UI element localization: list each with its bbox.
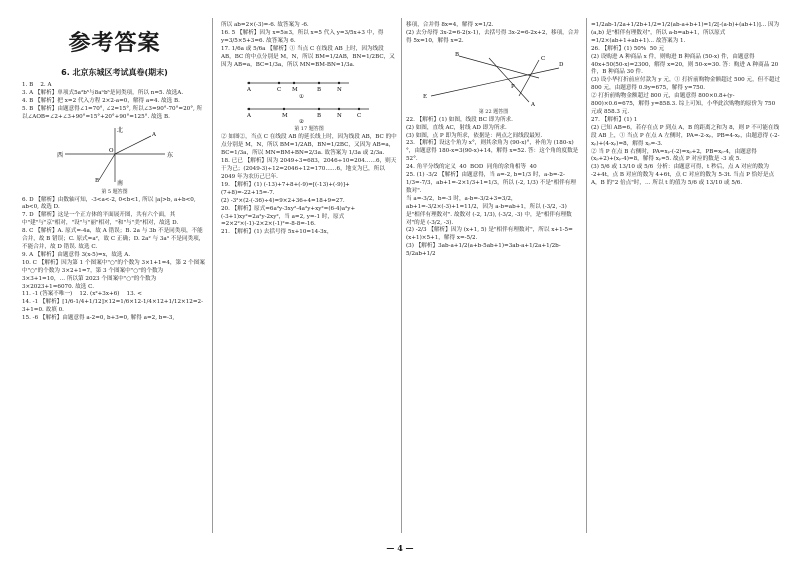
- compass-south: 南: [116, 179, 123, 187]
- page-number: — 4 —: [386, 543, 414, 553]
- answer-line: 27. 【解析】(1) 1: [591, 116, 638, 123]
- figure-22-diagram: [419, 48, 569, 106]
- answer-line: 3. A 【解析】单项式5a²b⁵与8aⁿb⁵是同类项，所以 n=5. 故选A.: [22, 89, 184, 96]
- answer-line: 11. -1 (答案不唯一) 12. (x²+3x+6) 13. <: [22, 291, 142, 298]
- figure-17-diagram: [239, 71, 379, 126]
- answer-line: 5. B 【解析】由题意得∠1=70°, ∠2=15°, 所以∠3=90°-70°=20°, 所以∠AOB=∠2+∠3+90°=15°+20°+90°=125°. 故选 B.: [22, 105, 203, 120]
- column-divider: [401, 18, 402, 533]
- answer-line: (3) 设小华打折前应付款为 y 元，① 打折前购物金额超过 500 元，但不超过 800 元，由题意得 0.9y=675，解得 y=750.: [591, 77, 782, 92]
- answer-line: 当 a=-3/2，b=-3 时，a-b=-3/2+3=3/2，ab+1=-3/2×(-3)+1=11/2，因为 a-b=ab+1，所以 (-3/2, -3) 是"相伴有理数对". 故数对 (-2, 1/3), (-3/2, -3) 中，是"相伴有理数对"的是 (-3/2, -3).: [406, 195, 572, 226]
- answer-line: 23. 【解析】设这个角为 x°，则其余角为 (90-x)°，补角为 (180-x)°，由题意得 180-x=3(90-x)+14，解得 x=52. 答：这个角的度数是 52°.: [406, 140, 581, 163]
- answer-line: 1. B 2. A: [22, 82, 52, 88]
- compass-west: 西: [56, 151, 63, 159]
- answer-line: 22. 【解析】(1) 如图，线段 BC 即为所求.: [406, 116, 513, 123]
- point-label: B: [317, 113, 322, 120]
- answer-line: (2) 已知 AB=6，若存在点 P 到点 A，B 的距离之和为 8，则 P 不可能在线段 AB 上，① 当点 P 在点 A 左侧时，PA=-2-xₚ，PB=4-xₚ，由题意得 (-2-xₚ)+(4-xₚ)=8，解得 xₚ=-3.: [591, 124, 780, 147]
- point-label: B: [94, 177, 99, 184]
- answer-line: 6. D 【解析】由数轴可知，-3<a<-2, 0<b<1, 所以 |a|>b, a+b<0, ab<0, 故选 D.: [22, 196, 198, 211]
- answer-line: 9. A 【解析】由题意得 3(x-5)=x，故选 A.: [22, 251, 131, 258]
- point-label: E: [422, 93, 427, 100]
- point-label: B: [454, 51, 459, 58]
- point-label: M: [292, 87, 298, 94]
- point-label: B: [317, 87, 322, 94]
- point-label: A: [247, 113, 251, 120]
- answer-line: 25. (1) -3/2 【解析】由题意得，当 a=-2, b=1/3 时，a-b=-2-1/3=-7/3，ab+1=-2×1/3+1=1/3，所以 (-2, 1/3) 不是"相伴有理数对".: [406, 172, 576, 194]
- answer-line: 16. 5 【解析】因为 x=5≥3，所以 x=5 代入 y=3/5x+3 中，得 y=3/5×5+3=6. 故答案为 6.: [221, 29, 386, 44]
- point-label: M: [282, 113, 288, 120]
- mark-label: ②: [299, 119, 304, 126]
- point-label: P: [510, 83, 515, 90]
- point-label: N: [337, 113, 342, 120]
- compass-north: 北: [116, 126, 123, 134]
- answer-line: 7. D 【解析】这是一个正方体的平面展开图，共有六个面，其中"建"与"京"相对，"设"与"丽"相对，"和"与"美"相对，故选 D.: [22, 212, 179, 227]
- column-3: [406, 0, 581, 537]
- answer-line: (2) -3²×(2-(-36)÷4)=9×2+36÷4=18+9=27.: [221, 197, 345, 204]
- answer-line: 15. -6 【解析】由题意得 a-2=0, b+3=0, 解得 a=2, b=-3,: [22, 315, 175, 322]
- answer-line: (2) 设购进 A 种商品 x 件，则购进 B 种商品 (50-x) 件，由题意得 40x+50(50-x)=2300，解得 x=20，则 50-x=30. 答：购进 A 种商品 20 件，B 种商品 30 件.: [591, 53, 780, 76]
- answer-line: (3) 【解析】3ab-a+1/2(a+b-5ab+1)=3ab-a+1/2a+1/2b-5/2ab+1/2: [406, 243, 561, 258]
- point-label: A: [151, 131, 156, 138]
- mark-label: ①: [299, 94, 304, 101]
- answer-line: 18. 已已 【解析】因为 2049÷3=683，2046÷10=204……6，则天干为己；(2049-3)÷12=2046÷12=170……6，地支为巳，所以 2049 年为农历己巳年.: [221, 158, 397, 180]
- point-label: A: [247, 87, 251, 94]
- answer-line: 移项，合并得 8x=4，解得 x=1/2.: [406, 22, 494, 28]
- section-title: 6. 北京东城区考试真卷(期末): [61, 68, 168, 77]
- answer-line: 8. C 【解析】A. 原式=-4a，故 A 错误；B. 2a 与 3b 不是同类项，不能合并，故 B 错误；C. 原式=a²，故 C 正确；D. 2a² 与 3a³ 不是同类项，不能合并，故 D 错误. 故选 C.: [22, 228, 205, 250]
- point-label: N: [337, 87, 342, 94]
- point-label: C: [277, 87, 282, 94]
- point-label: D: [558, 61, 563, 68]
- answer-line: 26. 【解析】(1) 50% 50 元: [591, 45, 665, 52]
- column-divider: [212, 18, 213, 533]
- figure-caption: 第 17 题答图: [294, 126, 324, 133]
- answer-line: (2) 去分母得 3x-2=6-2(x-1)，去括号得 3x-2=6-2x+2，移项，合并得 5x=10，解得 x=2.: [406, 29, 579, 44]
- answer-line: (2) 如图，直线 AC，射线 AD 即为所求.: [406, 124, 507, 131]
- column-2: [221, 0, 397, 537]
- column-4: [591, 0, 781, 537]
- point-label: O: [108, 147, 114, 154]
- answer-line: 21. 【解析】(1) 去括号得 5x+10=14-3x，: [221, 229, 333, 236]
- point-label: C: [540, 55, 545, 62]
- page-title: 参考答案: [68, 31, 161, 56]
- answer-line: 20. 【解析】原式=6a²y-3xy²-4a²y+xy²=(6-4)a²y+(-3+1)xy²=2a²y-2xy²，当 a=2, y=-1 时，原式=2×2²×(-1)-2×2×(-1)²=-8-8=-16.: [221, 205, 356, 228]
- figure-caption: 第 22 题答图: [478, 108, 509, 115]
- answer-line: 17. 1/6a 或 5/6a 【解析】① 当点 C 在线段 AB 上时，因为线段 AB，BC 的中点分别是 M，N，所以 BM=1/2AB，BN=1/2BC，又因为 AB=a，BC=1/3a，所以 MN=BM-BN=1/3a.: [221, 45, 395, 68]
- answer-line: ② 打折前购物金额超过 800 元，由题意得 800×0.8+(y-800)×0.6=675，解得 y=858.3. 综上可知，小华此次购物的原价为 750 元或 858.3 元.: [591, 93, 777, 115]
- answer-line: 所以 ab=2×(-3)=-6. 故答案为 -6.: [221, 22, 309, 28]
- point-label: C: [357, 113, 362, 120]
- column-1: [22, 0, 207, 537]
- answer-line: =1/2ab-1/2a+1/2b+1/2=1/2(ab-a+b+1)=1/2[-(a-b)+(ab+1)]... 因为 (a,b) 是"相伴有理数对"，所以 a-b=ab+1，所以原式=1/2×(ab+1+ab+1)... 故答案为 1.: [591, 22, 781, 44]
- figure-5-diagram: [55, 124, 175, 186]
- answer-line: 14. -1 【解析】[1/6-1/4+1/12]×12=1/6×12-1/4×12+1/12×12=2-3+1=0. 故填 0.: [22, 299, 203, 314]
- answer-line: ② 如图②，当点 C 在线段 AB 的延长线上时，因为线段 AB，BC 的中点分别是 M，N，所以 BM=1/2AB，BN=1/2BC，又因为 AB=a，BC=1/3a，所以 MN=BM+BN=2/3a. 故答案为 1/3a 或 2/3a.: [221, 134, 397, 157]
- point-label: A: [530, 101, 535, 108]
- answer-line: (3) 如图，点 P 即为所求，依据是：两点之间线段最短.: [406, 132, 543, 139]
- compass-east: 东: [166, 151, 173, 159]
- answer-line: 4. B 【解析】把 x=2 代入方程 2×2-a=0，解得 a=4. 故选 B.: [22, 97, 180, 104]
- answer-line: (2) -2/3 【解析】因为 (x+1, 5) 是"相伴有理数对"，所以 x+1-5=(x+1)×5+1，解得 x=-5/2.: [406, 227, 573, 242]
- answer-line: ② 当 P 在点 B 右侧时，PA=xₚ-(-2)=xₚ+2，PB=xₚ-4，由题意得 (xₚ+2)+(xₚ-4)=8，解得 xₚ=5. 故点 P 对应的数是 -3 或 5.: [591, 148, 759, 163]
- answer-line: 10. C 【解析】因为第 1 个图案中"○"的个数为 3×1+1=4，第 2 个图案中"○"的个数为 3×2+1=7，第 3 个图案中"○"的个数为 3×3+1=10，… 所以第 2023 个图案中"○"的个数为 3×2023+1=6070. 故选 C.: [22, 259, 205, 290]
- answer-line: 24. 角平分线的定义 40 BOD 同角的余角相等 40: [406, 164, 537, 171]
- column-divider: [586, 18, 587, 533]
- figure-caption: 第 5 题答图: [101, 188, 128, 195]
- answer-line: 19. 【解析】(1) (-13)+7+8+(-9)=[(-13)+(-9)]+(7+8)=-22+15=-7.: [221, 181, 350, 196]
- answer-line: (3) 5/6 或 13/10 或 5/6 分析：由题意可得，t 秒后，点 A 对应的数为 -2+4t，点 B 对应的数为 4+6t，点 C 对应的数为 5-3t. 当点 P 恰好是点 A，B 的"2 倍点"时，… 所以 t 的值为 5/6 或 13/10 或 5/6.: [591, 164, 776, 187]
